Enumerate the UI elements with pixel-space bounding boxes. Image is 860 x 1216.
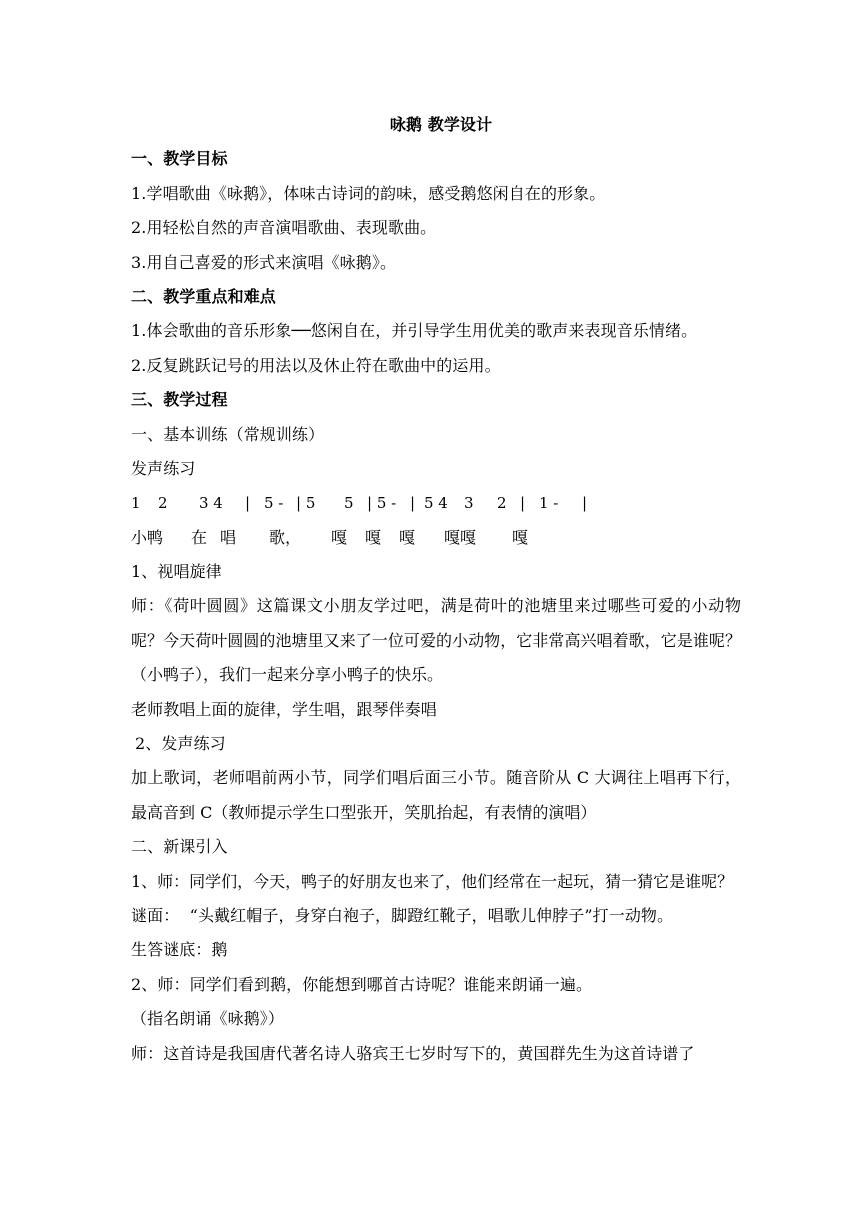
lyric: 嘎 xyxy=(512,527,529,547)
goal-item: 3.用自己喜爱的形式来演唱《咏鹅》。 xyxy=(131,252,397,272)
note: | 5 xyxy=(296,494,316,513)
document-title: 咏鹅 教学设计 xyxy=(389,115,493,134)
lyric: 嘎 xyxy=(365,527,382,547)
lyric: 嘎嘎 xyxy=(444,527,477,547)
key-point-item: 2.反复跳跃记号的用法以及休止符在歌曲中的运用。 xyxy=(131,355,501,375)
document-body xyxy=(131,108,741,1071)
note: 3 4 xyxy=(199,494,223,513)
paragraph-answer: 生答谜底：鹅 xyxy=(131,940,228,960)
paragraph-vocal-practice: 加上歌词，老师唱前两小节，同学们唱后面三小节。随音阶从 C 大调往上唱再下行，最高音到 C（教师提示学生口型张开，笑肌抬起，有表情的演唱） xyxy=(131,768,741,822)
paragraph-recite: （指名朗诵《咏鹅》） xyxy=(131,1009,285,1029)
lyric: 在 xyxy=(191,527,208,547)
section-heading-process: 三、教学过程 xyxy=(131,390,228,410)
key-point-item: 1.体会歌曲的音乐形象──悠闲自在，并引导学生用优美的歌声来表现音乐情绪。 xyxy=(131,321,698,341)
note: 1 - xyxy=(539,494,559,513)
bar-line: | xyxy=(245,494,251,513)
lyric: 歌， xyxy=(269,527,302,547)
paragraph-last: 师：这首诗是我国唐代著名诗人骆宾王七岁时写下的，黄国群先生为这首诗谱了 xyxy=(131,1043,695,1063)
section-heading-key-points: 二、教学重点和难点 xyxy=(131,286,276,306)
music-notation-line xyxy=(131,486,741,520)
part-heading-new-lesson: 二、新课引入 xyxy=(131,837,228,857)
paragraph-intro-1: 1、师：同学们，今天，鸭子的好朋友也来了，他们经常在一起玩，猜一猜它是谁呢？ xyxy=(131,871,734,891)
lyric: 嘎 xyxy=(399,527,416,547)
bar-line: | xyxy=(582,494,588,513)
paragraph-sight-singing: 师：《荷叶圆圆》这篇课文小朋友学过吧，满是荷叶的池塘里来过哪些可爱的小动物呢？今天荷叶圆圆的池塘里又来了一位可爱的小动物，它非常高兴唱着歌，它是谁呢？（小鸭子），我们一起来分享小鸭子的快乐。 xyxy=(131,596,741,685)
note: 3 xyxy=(464,494,474,513)
note: 5 xyxy=(344,494,354,513)
section-heading-goals: 一、教学目标 xyxy=(131,149,228,169)
note: 5 4 xyxy=(424,494,448,513)
lyric: 唱 xyxy=(220,527,237,547)
step-heading-vocal-practice: 2、发声练习 xyxy=(135,734,226,754)
lyric: 嘎 xyxy=(331,527,348,547)
goal-item: 2.用轻松自然的声音演唱歌曲、表现歌曲。 xyxy=(131,218,437,238)
note: 2 xyxy=(158,494,168,513)
goal-item: 1.学唱歌曲《咏鹅》，体味古诗词的韵味，感受鹅悠闲自在的形象。 xyxy=(131,183,606,203)
note: 5 - xyxy=(264,494,284,513)
paragraph-intro-2: 2、师：同学们看到鹅，你能想到哪首古诗呢？谁能来朗诵一遍。 xyxy=(131,974,593,994)
lyrics-line xyxy=(131,521,741,555)
bar-line: | xyxy=(520,494,526,513)
step-heading-sight-singing: 1、视唱旋律 xyxy=(131,562,222,582)
paragraph-riddle: 谜面： “头戴红帽子，身穿白袍子，脚蹬红靴子，唱歌儿伸脖子”打一动物。 xyxy=(131,906,674,926)
lyric: 小鸭 xyxy=(131,527,164,547)
note: 1 xyxy=(131,494,141,513)
vocal-practice-label: 发声练习 xyxy=(131,458,196,478)
paragraph-teacher-note: 老师教唱上面的旋律，学生唱，跟琴伴奏唱 xyxy=(131,699,437,719)
bar-line: | xyxy=(410,494,416,513)
note: | 5 - xyxy=(367,494,397,513)
part-heading-basic-training: 一、基本训练（常规训练） xyxy=(131,424,325,444)
note: 2 xyxy=(497,494,507,513)
